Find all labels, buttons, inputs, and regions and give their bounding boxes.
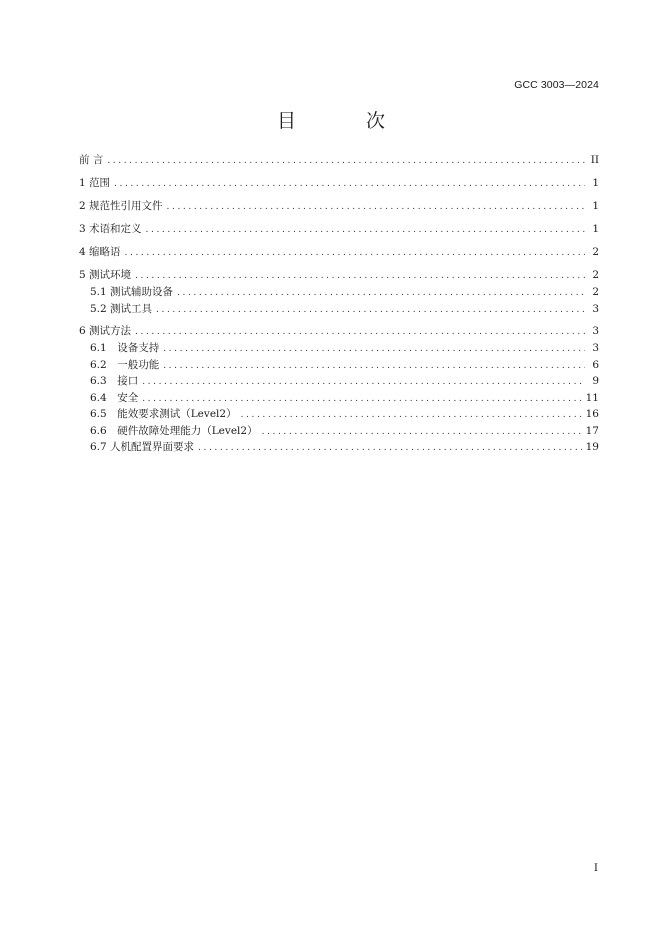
toc-entry-label: 6.2 一般功能 <box>90 358 160 371</box>
toc-entry-page: 9 <box>592 375 599 387</box>
toc-entry-terms-definitions[interactable] <box>79 221 599 238</box>
toc-entry-label: 5 测试环境 <box>79 269 132 281</box>
toc-entry-hmi-requirements[interactable] <box>79 439 599 456</box>
toc-entry-label: 6.4 安全 <box>90 391 139 404</box>
toc-entry-test-methods[interactable] <box>79 323 599 340</box>
toc-entry-page: 11 <box>585 391 599 404</box>
toc-leader-dots <box>114 176 585 193</box>
toc-entry-page: 3 <box>592 342 599 354</box>
toc-entry-test-auxiliary-equipment[interactable] <box>79 284 599 301</box>
toc-entry-interfaces[interactable] <box>79 373 599 390</box>
toc-entry-device-support[interactable] <box>79 340 599 357</box>
toc-leader-dots <box>125 245 585 262</box>
toc-entry-security[interactable] <box>79 390 599 407</box>
toc-entry-label: 6.7 人机配置界面要求 <box>90 441 195 453</box>
toc-entry-hardware-fault-handling[interactable] <box>79 423 599 440</box>
toc-entry-test-tools[interactable] <box>79 301 599 318</box>
toc-leader-dots <box>156 302 585 319</box>
toc-entry-test-environment[interactable] <box>79 267 599 284</box>
toc-entry-page: 17 <box>585 424 599 437</box>
toc-entry-page: 1 <box>592 177 599 189</box>
toc-entry-page: 19 <box>585 441 599 453</box>
toc-leader-dots <box>135 268 585 285</box>
toc-entry-label: 6.6 硬件故障处理能力（Level2） <box>90 424 258 437</box>
page-title: 目 次 <box>276 110 418 132</box>
toc-entry-page: 2 <box>592 286 599 298</box>
toc-entry-label: 6 测试方法 <box>79 325 132 337</box>
toc-entry-label: 1 范围 <box>79 177 111 189</box>
toc-entry-page: 2 <box>592 246 599 258</box>
toc-entry-foreword[interactable] <box>79 152 599 169</box>
toc-entry-page: 1 <box>592 223 599 235</box>
toc-leader-dots <box>142 374 585 391</box>
toc-entry-page: 6 <box>592 358 599 371</box>
toc-entry-label: 6.5 能效要求测试（Level2） <box>90 408 237 420</box>
toc-entry-label: 3 术语和定义 <box>79 223 142 235</box>
toc-leader-dots <box>163 358 585 375</box>
toc-entry-energy-efficiency[interactable] <box>79 406 599 423</box>
toc-leader-dots <box>177 285 585 302</box>
toc-leader-dots <box>198 440 582 457</box>
toc-entry-label: 前 言 <box>79 154 104 166</box>
toc-entry-label: 5.1 测试辅助设备 <box>90 286 174 298</box>
document-code: GCC 3003—2024 <box>514 79 599 91</box>
page-number: I <box>593 862 598 874</box>
toc-entry-page: 1 <box>592 200 599 212</box>
toc-entry-page: 2 <box>592 269 599 281</box>
toc-leader-dots <box>146 222 585 239</box>
toc-entry-label: 2 规范性引用文件 <box>79 200 163 212</box>
toc-entry-abbreviations[interactable] <box>79 244 599 261</box>
toc-entry-label: 6.3 接口 <box>90 375 139 387</box>
toc-entry-page: 3 <box>592 302 599 315</box>
toc-entry-label: 4 缩略语 <box>79 246 121 258</box>
toc-entry-page: 3 <box>592 325 599 337</box>
toc-leader-dots <box>167 199 585 216</box>
toc-entry-label: 5.2 测试工具 <box>90 302 153 315</box>
toc-leader-dots <box>142 391 581 408</box>
toc-leader-dots <box>241 407 582 424</box>
toc-entry-general-functions[interactable] <box>79 357 599 374</box>
toc-entry-page: II <box>590 154 599 166</box>
toc-entry-page: 16 <box>585 408 599 420</box>
toc-entry-normative-references[interactable] <box>79 198 599 215</box>
table-of-contents <box>79 152 599 456</box>
toc-leader-dots <box>262 424 582 441</box>
toc-leader-dots <box>107 153 585 170</box>
toc-leader-dots <box>163 341 585 358</box>
toc-entry-scope[interactable] <box>79 175 599 192</box>
toc-leader-dots <box>135 324 585 341</box>
toc-entry-label: 6.1 设备支持 <box>90 342 160 354</box>
